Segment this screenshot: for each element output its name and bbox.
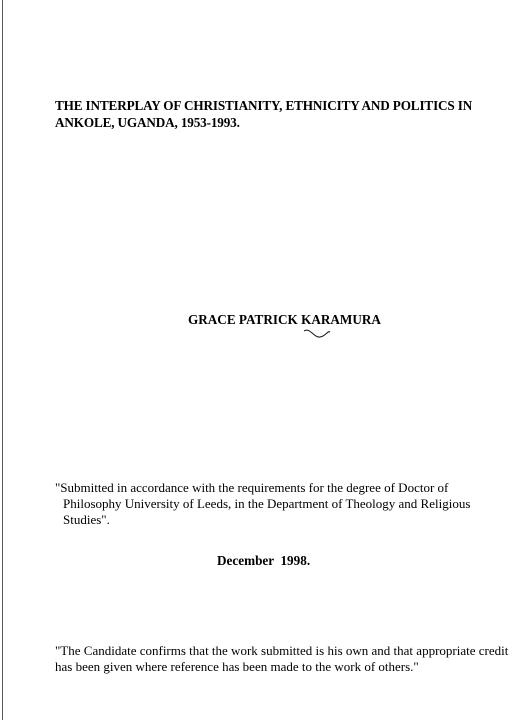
thesis-title (55, 97, 515, 131)
submission-statement-line-2: Philosophy University of Leeds, in the Department of Theology and Religious (63, 496, 471, 511)
thesis-title-line-2: ANKOLE, UGANDA, 1953-1993. (55, 115, 240, 130)
candidate-declaration-line-2: has been given where reference has been made to the work of others." (55, 659, 419, 674)
submission-date: December 1998. (217, 553, 311, 568)
author-name: GRACE PATRICK KARAMURA (188, 312, 381, 327)
submission-statement-line-3: Studies". (63, 512, 110, 527)
handwritten-tilde-mark-icon (302, 328, 332, 340)
candidate-declaration-line-1: "The Candidate confirms that the work submitted is his own and that appropriate credit (55, 643, 509, 658)
candidate-declaration (55, 643, 525, 675)
submission-statement (55, 480, 515, 528)
page-left-edge (2, 0, 3, 720)
submission-statement-line-1: "Submitted in accordance with the requirements for the degree of Doctor of (55, 480, 449, 495)
thesis-title-line-1: THE INTERPLAY OF CHRISTIANITY, ETHNICITY AND POLITICS IN (55, 98, 473, 113)
